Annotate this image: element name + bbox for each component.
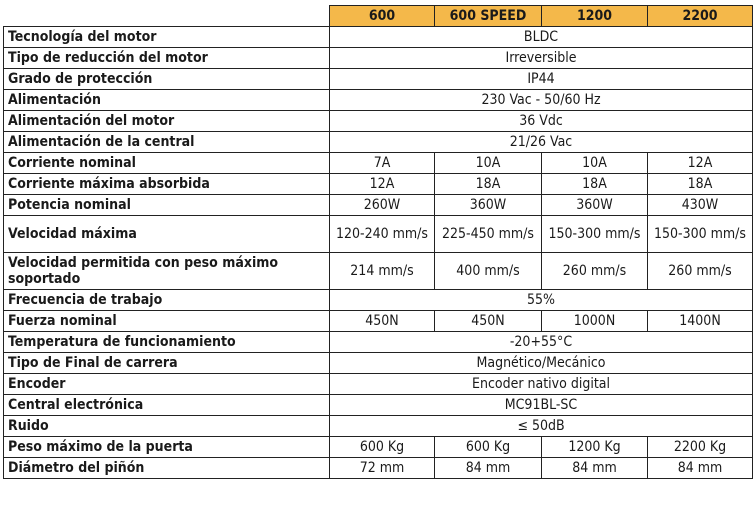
table-row [4, 311, 753, 332]
row-label: Grado de protección [4, 69, 330, 90]
table-row [4, 27, 753, 48]
row-value: 600 Kg [330, 437, 435, 458]
table-row [4, 395, 753, 416]
row-value: 450N [435, 311, 542, 332]
row-value-shared: IP44 [330, 69, 753, 90]
column-header: 2200 [648, 6, 753, 27]
row-label: Encoder [4, 374, 330, 395]
table-row [4, 132, 753, 153]
row-value: 1400N [648, 311, 753, 332]
row-value: 7A [330, 153, 435, 174]
table-row [4, 458, 753, 479]
row-label: Tipo de Final de carrera [4, 353, 330, 374]
row-value: 12A [330, 174, 435, 195]
row-value-shared: Magnético/Mecánico [330, 353, 753, 374]
header-corner [4, 6, 330, 27]
row-value-shared: Irreversible [330, 48, 753, 69]
row-value-shared: -20+55°C [330, 332, 753, 353]
row-label: Peso máximo de la puerta [4, 437, 330, 458]
header-row [4, 6, 753, 27]
table-row [4, 290, 753, 311]
table-row [4, 353, 753, 374]
column-header: 1200 [542, 6, 648, 27]
spec-table [3, 5, 753, 479]
row-value: 430W [648, 195, 753, 216]
row-label: Tipo de reducción del motor [4, 48, 330, 69]
row-label: Fuerza nominal [4, 311, 330, 332]
row-value: 12A [648, 153, 753, 174]
row-value: 10A [542, 153, 648, 174]
column-header: 600 [330, 6, 435, 27]
row-value: 18A [435, 174, 542, 195]
row-value-shared: 230 Vac - 50/60 Hz [330, 90, 753, 111]
row-value: 18A [648, 174, 753, 195]
row-value: 260W [330, 195, 435, 216]
row-value: 84 mm [435, 458, 542, 479]
row-value: 360W [542, 195, 648, 216]
row-value: 214 mm/s [330, 253, 435, 290]
row-value: 360W [435, 195, 542, 216]
table-row [4, 90, 753, 111]
row-value-shared: 36 Vdc [330, 111, 753, 132]
table-row [4, 416, 753, 437]
table-row [4, 195, 753, 216]
row-value: 1000N [542, 311, 648, 332]
row-value: 150-300 mm/s [542, 216, 648, 253]
row-value-shared: 21/26 Vac [330, 132, 753, 153]
row-label: Diámetro del piñón [4, 458, 330, 479]
row-value-shared: BLDC [330, 27, 753, 48]
row-label: Alimentación de la central [4, 132, 330, 153]
row-label: Corriente nominal [4, 153, 330, 174]
table-row [4, 374, 753, 395]
row-value-shared: Encoder nativo digital [330, 374, 753, 395]
row-value-shared: 55% [330, 290, 753, 311]
row-label: Tecnología del motor [4, 27, 330, 48]
table-row [4, 69, 753, 90]
row-value: 260 mm/s [648, 253, 753, 290]
column-header: 600 SPEED [435, 6, 542, 27]
row-value-shared: MC91BL-SC [330, 395, 753, 416]
table-row [4, 48, 753, 69]
table-row [4, 253, 753, 290]
row-label: Potencia nominal [4, 195, 330, 216]
row-label: Ruido [4, 416, 330, 437]
spec-body [4, 27, 753, 479]
row-label: Alimentación [4, 90, 330, 111]
row-value: 225-450 mm/s [435, 216, 542, 253]
row-label: Corriente máxima absorbida [4, 174, 330, 195]
row-label: Frecuencia de trabajo [4, 290, 330, 311]
row-value: 150-300 mm/s [648, 216, 753, 253]
row-value-shared: ≤ 50dB [330, 416, 753, 437]
table-row [4, 437, 753, 458]
row-label: Velocidad permitida con peso máximo soportado [4, 253, 330, 290]
table-row [4, 174, 753, 195]
row-value: 10A [435, 153, 542, 174]
row-label: Alimentación del motor [4, 111, 330, 132]
row-value: 400 mm/s [435, 253, 542, 290]
row-value: 120-240 mm/s [330, 216, 435, 253]
row-value: 84 mm [542, 458, 648, 479]
row-value: 450N [330, 311, 435, 332]
table-row [4, 332, 753, 353]
row-label: Temperatura de funcionamiento [4, 332, 330, 353]
row-value: 84 mm [648, 458, 753, 479]
table-row [4, 153, 753, 174]
row-value: 18A [542, 174, 648, 195]
row-label: Velocidad máxima [4, 216, 330, 253]
table-row [4, 111, 753, 132]
row-value: 72 mm [330, 458, 435, 479]
row-value: 260 mm/s [542, 253, 648, 290]
table-row [4, 216, 753, 253]
row-value: 1200 Kg [542, 437, 648, 458]
row-value: 2200 Kg [648, 437, 753, 458]
row-label: Central electrónica [4, 395, 330, 416]
row-value: 600 Kg [435, 437, 542, 458]
